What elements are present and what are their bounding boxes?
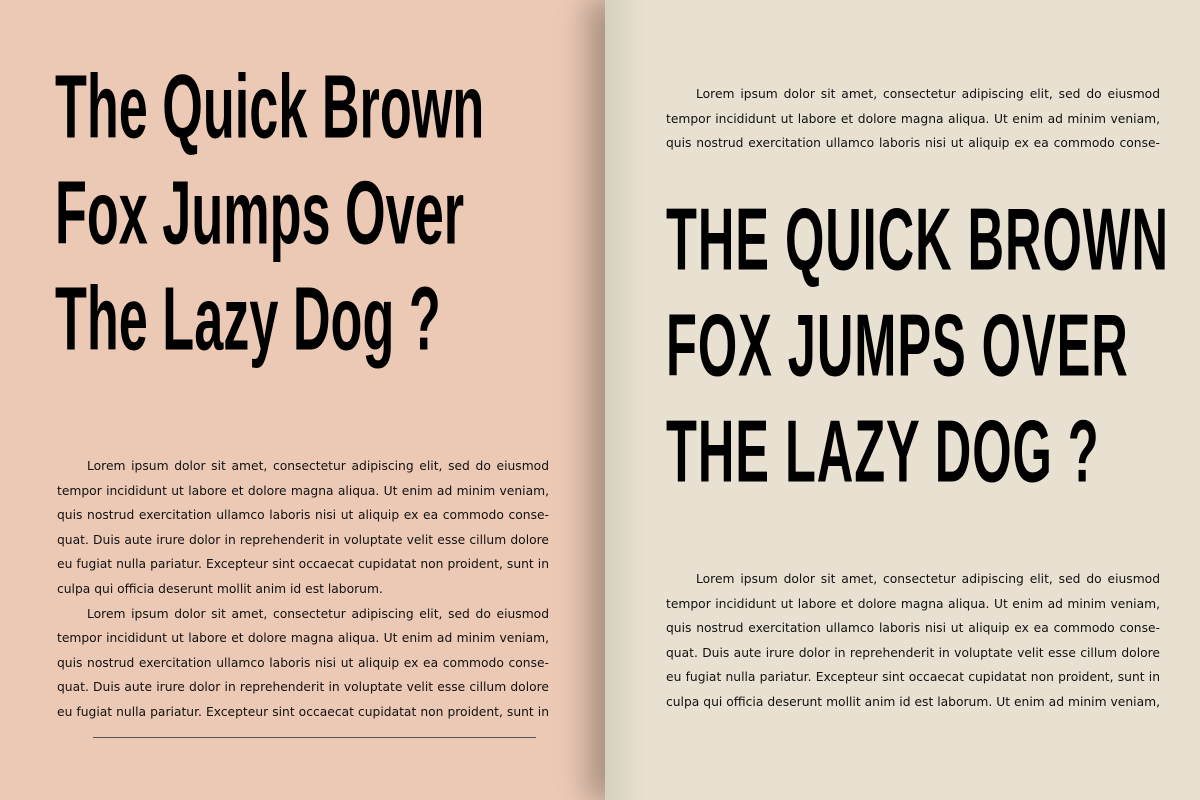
body-line: quis nostrud exercitation ullamco laboris nisi ut aliquip ex ea commodo conse-	[57, 655, 549, 670]
body-line: eu fugiat nulla pariatur. Excepteur sint occaecat cupidatat non proident, sunt in	[57, 557, 549, 572]
body-line: quis nostrud exercitation ullamco laboris nisi ut aliquip ex ea commodo conse-	[666, 621, 1160, 636]
body-line: quis nostrud exercitation ullamco laboris nisi ut aliquip ex ea commodo conse-	[666, 136, 1160, 151]
body-line: tempor incididunt ut labore et dolore magna aliqua. Ut enim ad minim veniam,	[666, 111, 1160, 126]
body-line: tempor incididunt ut labore et dolore magna aliqua. Ut enim ad minim veniam,	[57, 483, 549, 498]
headline-line: Fox Jumps Over	[55, 162, 465, 264]
headline-line: The Quick Brown	[55, 56, 485, 158]
body-line: culpa qui officia deserunt mollit anim id est laborum. Ut enim ad minim veniam,	[666, 694, 1160, 709]
body-line: eu fugiat nulla pariatur. Excepteur sint occaecat cupidatat non proident, sunt in	[666, 670, 1160, 685]
body-line: quat. Duis aute irure dolor in reprehenderit in voluptate velit esse cillum dolore	[57, 680, 549, 695]
body-line: Lorem ipsum dolor sit amet, consectetur adipiscing elit, sed do eiusmod	[696, 87, 1160, 101]
right-top-text	[666, 82, 1160, 156]
body-line: quat. Duis aute irure dolor in reprehenderit in voluptate velit esse cillum dolore	[57, 532, 549, 547]
body-line: quis nostrud exercitation ullamco laboris nisi ut aliquip ex ea commodo conse-	[57, 508, 549, 523]
right-bottom-text	[666, 567, 1160, 715]
body-line: Lorem ipsum dolor sit amet, consectetur adipiscing elit, sed do eiusmod	[87, 459, 549, 473]
headline-line: THE LAZY DOG ?	[666, 401, 1100, 501]
left-body-text	[57, 454, 549, 725]
headline-line: THE QUICK BROWN	[666, 189, 1169, 289]
body-line: tempor incididunt ut labore et dolore magna aliqua. Ut enim ad minim veniam,	[57, 631, 549, 646]
headline-line: FOX JUMPS OVER	[666, 295, 1129, 395]
headline-line: The Lazy Dog ?	[55, 268, 441, 370]
body-line: eu fugiat nulla pariatur. Excepteur sint occaecat cupidatat non proident, sunt in	[57, 704, 549, 719]
footer-rule	[93, 737, 536, 738]
body-line: tempor incididunt ut labore et dolore magna aliqua. Ut enim ad minim veniam,	[666, 596, 1160, 611]
body-line: culpa qui officia deserunt mollit anim id est laborum.	[57, 581, 383, 596]
right-headline	[666, 189, 1200, 536]
body-line: Lorem ipsum dolor sit amet, consectetur adipiscing elit, sed do eiusmod	[696, 572, 1160, 586]
body-line: quat. Duis aute irure dolor in reprehenderit in voluptate velit esse cillum dolore	[666, 645, 1160, 660]
left-headline	[55, 56, 532, 402]
body-line: Lorem ipsum dolor sit amet, consectetur adipiscing elit, sed do eiusmod	[87, 606, 549, 621]
